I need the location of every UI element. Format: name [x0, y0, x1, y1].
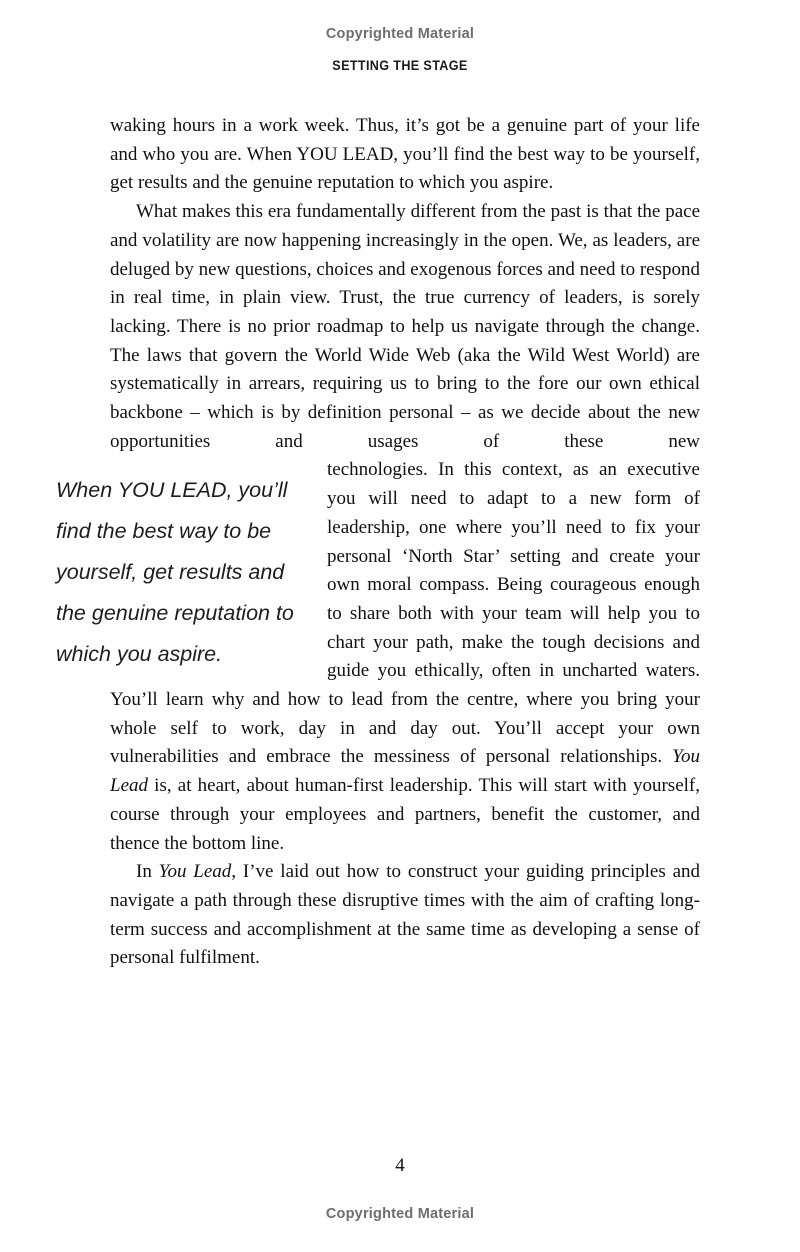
paragraph-2-full-width: What makes this era fundamentally different from the past is that the pace and volatility are now happening increasingly in the open. We, as leaders, are deluged by new questions, choices and exogenous forces and need to respond in real time, in plain view. Trust, the true currency of leaders, is sorely lacking. There is no prior roadmap to help us navigate through the change. The laws that govern the World Wide Web (aka the Wild West World) are systematically in arrears, requiring us to bring to the fore our own ethical backbone – which is by definition personal – as we decide about the new opportunities and usages of these new [110, 201, 700, 452]
pull-quote: When YOU LEAD, you’ll find the best way to be yourself, get results and the genuine reputation to which you aspire. [56, 478, 294, 667]
copyright-notice-top: Copyrighted Material [325, 26, 475, 42]
paragraph-1: waking hours in a work week. Thus, it’s got be a genuine part of your life and who you are. When YOU LEAD, you’ll find the best way to be yourself, get results and the genuine reputation to which you aspire. [110, 115, 700, 194]
pullquote-wrap-region [56, 456, 700, 858]
paragraph-2-continued: technologies. In this context, as an executive you will need to adapt to a new form of leadership, one where you’ll need to fix your personal ‘North Star’ setting and create your own moral compass. Being courageous enough to share both with your team will help you to chart your path, make the tough decisions and guide you ethically, often in uncharted waters. You’ll learn why and how to lead from the centre, where you bring your whole self to work, day in and day out. You’ll accept your own vulnerabilities and embrace the messiness of personal relationships. You Lead is, at heart, about human-first leadership. This will start with yourself, course through your employees and partners, benefit the customer, and thence the bottom line. [110, 459, 700, 854]
copyright-notice-bottom: Copyrighted Material [325, 1206, 475, 1222]
body-text [56, 112, 701, 973]
page-number: 4 [395, 1155, 405, 1176]
paragraph-3: In You Lead, I’ve laid out how to construct your guiding principles and navigate a path through these disruptive times with the aim of crafting long-term success and accomplishment at the same time as developing a sense of personal fulfilment. [110, 861, 701, 969]
running-head: SETTING THE STAGE [332, 57, 468, 73]
